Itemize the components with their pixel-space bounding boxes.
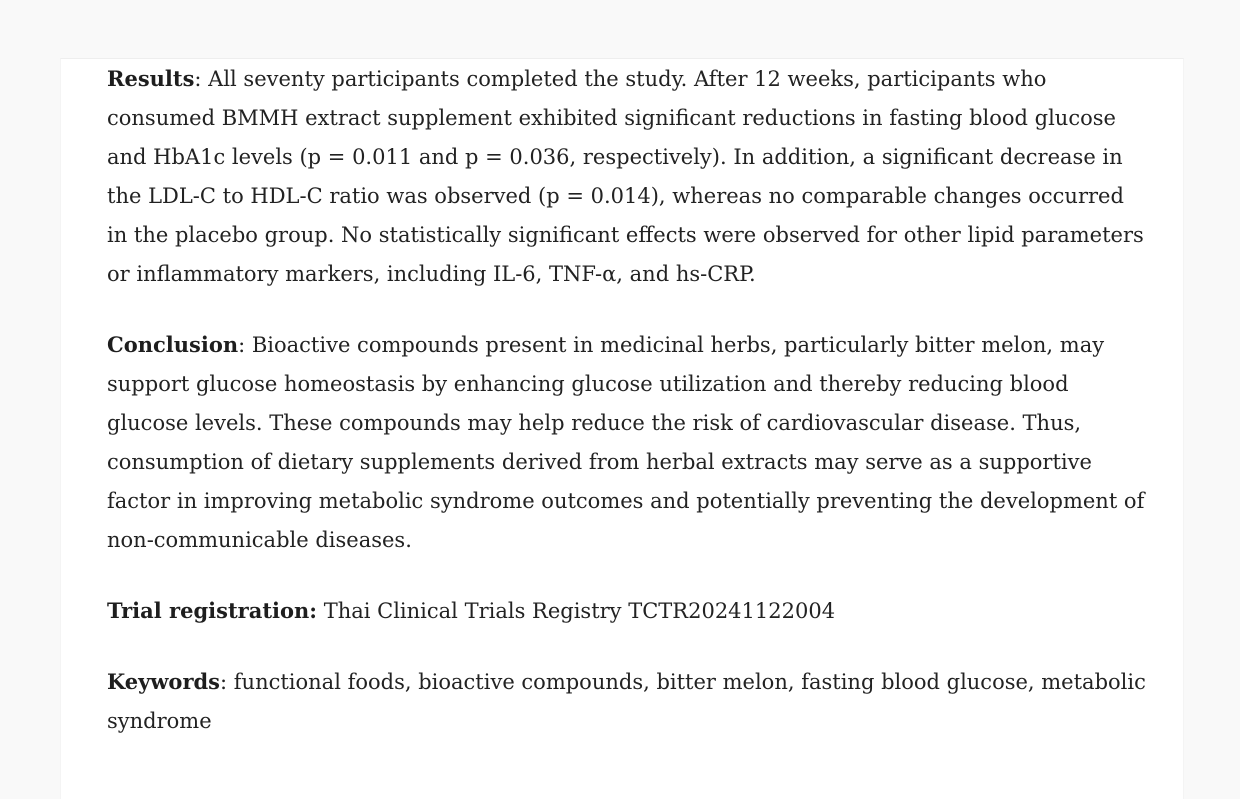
abstract-body: [107, 59, 1147, 741]
trial-registration-label: Trial registration:: [107, 598, 318, 623]
conclusion-paragraph: [107, 325, 1147, 560]
results-label: Results: [107, 66, 195, 91]
results-paragraph: [107, 59, 1147, 294]
results-text: : All seventy participants completed the study. After 12 weeks, participants who consumed BMMH extract supplement exhibited significant reductions in fasting blood glucose and HbA1c levels (p = 0.011 and p = 0.036, respectively). In addition, a significant decrease in the LDL-C to HDL-C ratio was observed (p = 0.014), whereas no comparable changes occurred in the placebo group. No statistically significant effects were observed for other lipid parameters or inflammatory markers, including IL-6, TNF-α, and hs-CRP.: [107, 67, 1144, 286]
keywords-paragraph: [107, 662, 1147, 741]
trial-registration-text: Thai Clinical Trials Registry TCTR20241122004: [317, 599, 836, 623]
conclusion-text: : Bioactive compounds present in medicinal herbs, particularly bitter melon, may support glucose homeostasis by enhancing glucose utilization and thereby reducing blood glucose levels. These compounds may help reduce the risk of cardiovascular disease. Thus, consumption of dietary supplements derived from herbal extracts may serve as a supportive factor in improving metabolic syndrome outcomes and potentially preventing the development of non-communicable diseases.: [107, 333, 1145, 552]
keywords-text: : functional foods, bioactive compounds, bitter melon, fasting blood glucose, metabolic syndrome: [107, 670, 1146, 733]
keywords-label: Keywords: [107, 669, 221, 694]
trial-registration-paragraph: [107, 591, 1147, 631]
article-page: [60, 58, 1184, 799]
conclusion-label: Conclusion: [107, 332, 239, 357]
